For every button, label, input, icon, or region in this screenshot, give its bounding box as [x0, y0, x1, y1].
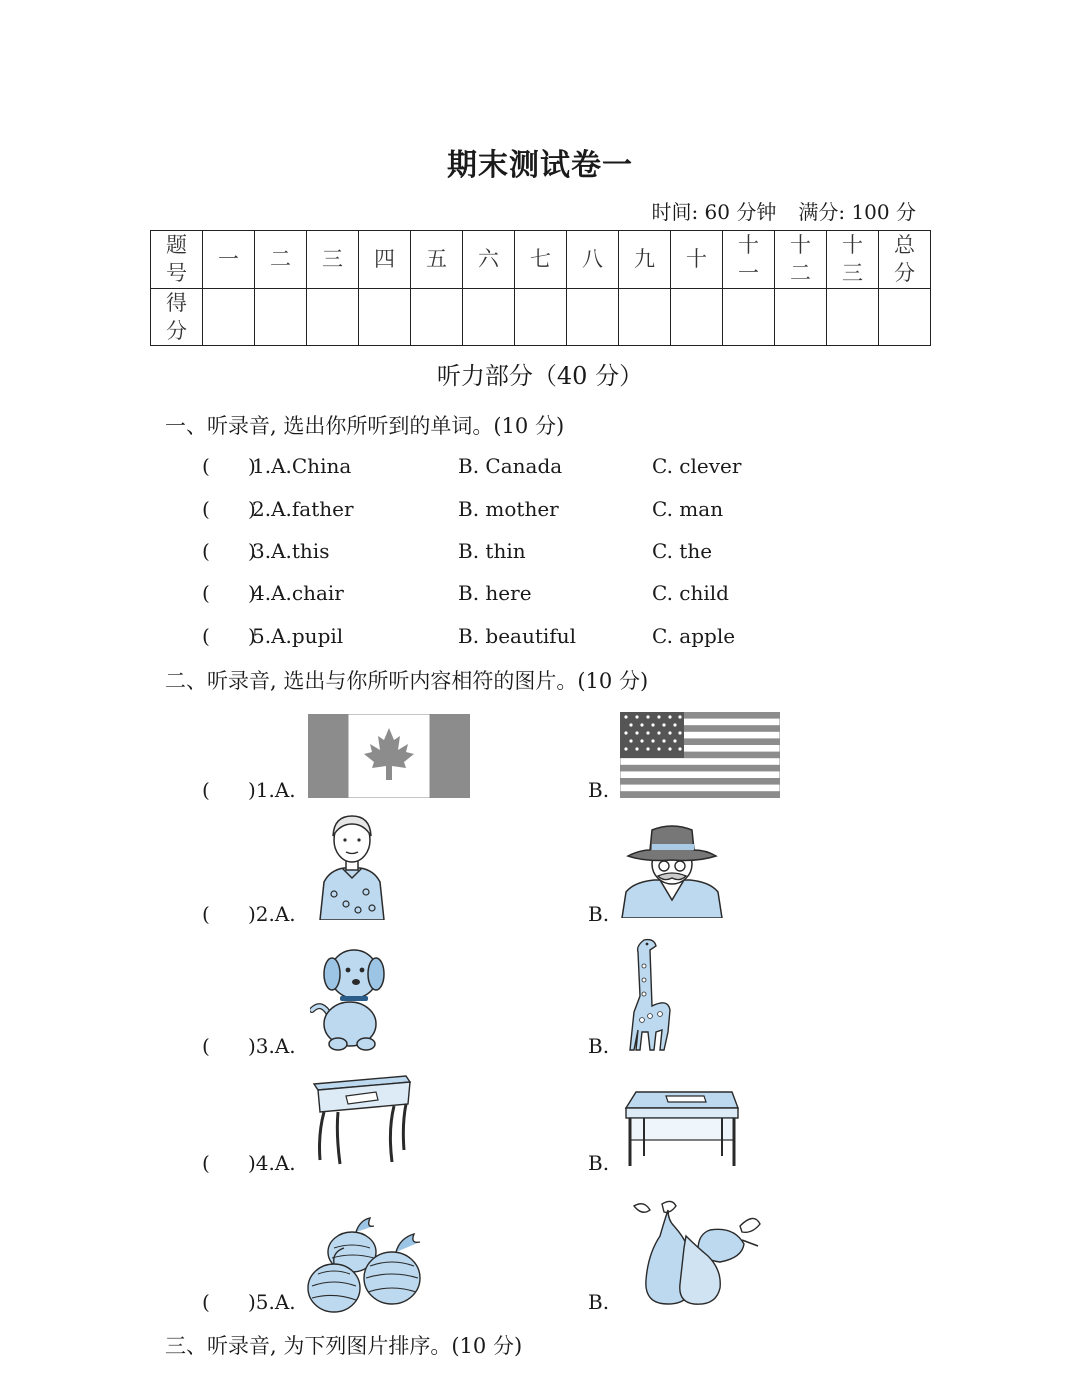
- score-table-col: 十 一: [723, 231, 775, 289]
- score-table-row-label: 得 分: [151, 288, 203, 346]
- score-table-col: 九: [619, 231, 671, 289]
- giraffe-picture[interactable]: [628, 936, 674, 1052]
- part1-heading: 一、听录音, 选出你所听到的单词。(10 分): [165, 414, 565, 438]
- part3-heading: 三、听录音, 为下列图片排序。(10 分): [165, 1334, 523, 1358]
- score-cell[interactable]: [775, 288, 827, 346]
- score-table-col: 七: [515, 231, 567, 289]
- full-score: 满分: 100 分: [798, 200, 916, 224]
- score-cell[interactable]: [827, 288, 879, 346]
- score-table-row-label: 题 号: [151, 231, 203, 289]
- part2-label-a[interactable]: ( )3.A.: [202, 1034, 296, 1058]
- part2-label-b[interactable]: B.: [588, 778, 610, 802]
- score-cell[interactable]: [359, 288, 411, 346]
- option-b: B. beautiful: [458, 624, 576, 648]
- score-cell[interactable]: [515, 288, 567, 346]
- option-b: B. here: [458, 581, 532, 605]
- score-table-header-row: [151, 231, 931, 289]
- score-table-col: 六: [463, 231, 515, 289]
- option-b: B. mother: [458, 497, 559, 521]
- option-a: 1.A.China: [252, 454, 352, 478]
- score-cell[interactable]: [307, 288, 359, 346]
- part2-label-a[interactable]: ( )2.A.: [202, 902, 296, 926]
- score-cell[interactable]: [879, 288, 931, 346]
- watermelons-picture[interactable]: [304, 1212, 430, 1314]
- score-table-col: 五: [411, 231, 463, 289]
- answer-blank[interactable]: ( ): [202, 497, 256, 521]
- option-a: 3.A.this: [252, 539, 330, 563]
- option-b: B. thin: [458, 539, 526, 563]
- score-cell[interactable]: [255, 288, 307, 346]
- score-cell[interactable]: [411, 288, 463, 346]
- score-table-col: 十 二: [775, 231, 827, 289]
- answer-blank[interactable]: ( ): [202, 581, 256, 605]
- dog-picture[interactable]: [310, 944, 390, 1052]
- answer-blank[interactable]: ( ): [202, 539, 256, 563]
- pears-picture[interactable]: [624, 1196, 764, 1308]
- desk-picture[interactable]: [308, 1074, 412, 1166]
- option-a: 5.A.pupil: [252, 624, 344, 648]
- part2-label-b[interactable]: B.: [588, 1034, 610, 1058]
- grandfather-picture[interactable]: [620, 820, 724, 918]
- score-table-col: 四: [359, 231, 411, 289]
- option-c: C. clever: [652, 454, 742, 478]
- score-table-score-row: [151, 288, 931, 346]
- score-cell[interactable]: [619, 288, 671, 346]
- option-c: C. man: [652, 497, 724, 521]
- score-cell[interactable]: [203, 288, 255, 346]
- part2-label-a[interactable]: ( )1.A.: [202, 778, 296, 802]
- time-limit: 时间: 60 分钟: [651, 200, 777, 224]
- grandmother-picture[interactable]: [316, 812, 388, 920]
- part2-label-a[interactable]: ( )4.A.: [202, 1151, 296, 1175]
- part2-heading: 二、听录音, 选出与你所听内容相符的图片。(10 分): [165, 669, 649, 693]
- score-table-col: 十 三: [827, 231, 879, 289]
- option-a: 2.A.father: [252, 497, 354, 521]
- listening-section-title: 听力部分（40 分）: [436, 362, 644, 390]
- option-a: 4.A.chair: [252, 581, 344, 605]
- score-table-col: 一: [203, 231, 255, 289]
- score-table-col: 三: [307, 231, 359, 289]
- score-cell[interactable]: [723, 288, 775, 346]
- table-picture[interactable]: [622, 1086, 740, 1168]
- score-table-col: 二: [255, 231, 307, 289]
- answer-blank[interactable]: ( ): [202, 454, 256, 478]
- score-cell[interactable]: [671, 288, 723, 346]
- part2-label-b[interactable]: B.: [588, 1151, 610, 1175]
- part2-label-a[interactable]: ( )5.A.: [202, 1290, 296, 1314]
- canada-flag-picture[interactable]: [308, 714, 470, 798]
- answer-blank[interactable]: ( ): [202, 624, 256, 648]
- part2-label-b[interactable]: B.: [588, 902, 610, 926]
- usa-flag-picture[interactable]: [620, 712, 780, 798]
- score-table-col: 总 分: [879, 231, 931, 289]
- score-cell[interactable]: [567, 288, 619, 346]
- score-table: [150, 230, 931, 346]
- score-table-col: 八: [567, 231, 619, 289]
- score-table-col: 十: [671, 231, 723, 289]
- option-c: C. child: [652, 581, 729, 605]
- exam-meta: [651, 196, 916, 225]
- option-c: C. the: [652, 539, 713, 563]
- option-b: B. Canada: [458, 454, 563, 478]
- page-title: 期末测试卷一: [447, 148, 633, 183]
- option-c: C. apple: [652, 624, 736, 648]
- score-cell[interactable]: [463, 288, 515, 346]
- part2-label-b[interactable]: B.: [588, 1290, 610, 1314]
